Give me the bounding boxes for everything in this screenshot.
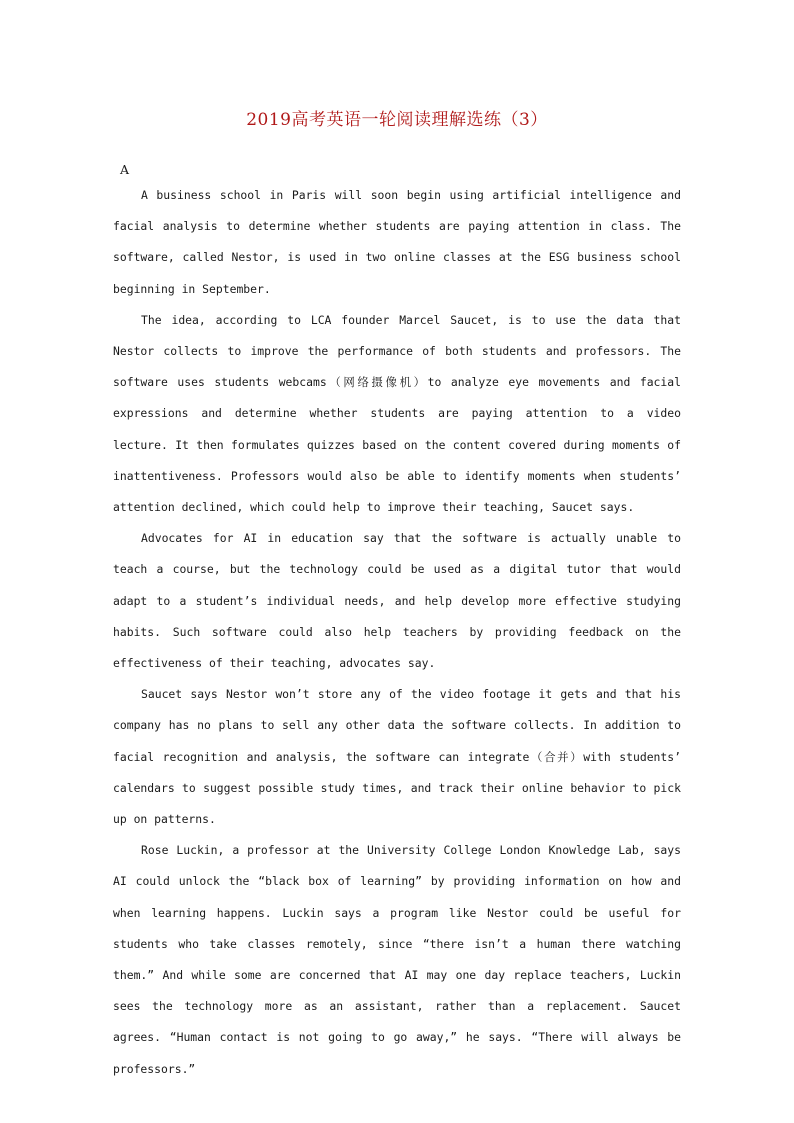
section-label: A [120,162,130,177]
paragraph: The idea, according to LCA founder Marcel Saucet, is to use the data that Nestor collects to improve the performance of both students and professors. The software uses students webcams（网络摄像机）to analyze eye movements and facial expressions and determine whether students are paying attention to a video lecture. It then formulates quizzes based on the content covered during moments of inattentiveness. Professors would also be able to identify moments when students’ attention declined, which could help to improve their teaching, Saucet says. [113,312,681,515]
article-body [113,180,681,1085]
paragraph: Saucet says Nestor won’t store any of the video footage it gets and that his company has no plans to sell any other data the software collects. In addition to facial recognition and analysis, the software can integrate（合并）with students’ calendars to suggest possible study times, and track their online behavior to pick up on patterns. [113,687,681,827]
paragraph: Rose Luckin, a professor at the University College London Knowledge Lab, says AI could unlock the “black box of learning” by providing information on how and when learning happens. Luckin says a program like Nestor could be useful for students who take classes remotely, since “there isn’t a human there watching them.” And while some are concerned that AI may one day replace teachers, Luckin sees the technology more as an assistant, rather than a replacement. Saucet agrees. “Human contact is not going to go away,” he says. “There will always be professors.” [113,843,681,1076]
paragraph: Advocates for AI in education say that the software is actually unable to teach a course, but the technology could be used as a digital tutor that would adapt to a student’s individual needs, and help develop more effective studying habits. Such software could also help teachers by providing feedback on the effectiveness of their teaching, advocates say. [113,531,681,671]
paragraph: A business school in Paris will soon begin using artificial intelligence and facial analysis to determine whether students are paying attention in class. The software, called Nestor, is used in two online classes at the ESG business school beginning in September. [113,188,681,296]
document-title: 2019高考英语一轮阅读理解选练（3） [246,110,548,130]
